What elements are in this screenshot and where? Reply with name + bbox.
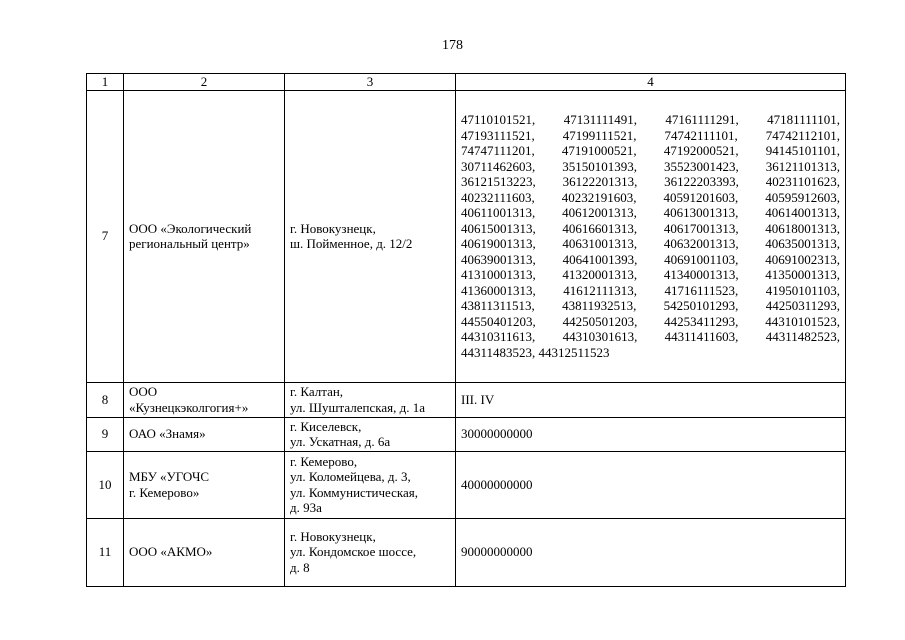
organization-name — [124, 417, 285, 451]
organization-address-line: ул. Коммунистическая, — [290, 484, 418, 500]
header-col-2: 2 — [124, 74, 285, 91]
organization-name-line: МБУ «УГОЧС — [129, 469, 210, 484]
row-number: 8 — [87, 382, 124, 417]
waste-codes-line: 36121513223, 36122201313, 36122203393, 40231101623, — [461, 174, 840, 189]
organization-address — [285, 417, 456, 451]
table-header-row — [87, 74, 846, 91]
waste-codes-line: 40611001313, 40612001313, 40613001313, 40614001313, — [461, 205, 840, 220]
organization-address-line: ул. Кондомское шоссе, — [290, 544, 417, 560]
row-number: 7 — [87, 90, 124, 382]
waste-codes — [456, 382, 846, 417]
organization-address — [285, 451, 456, 518]
organization-name-line: ОАО «Знамя» — [129, 426, 206, 442]
header-col-1: 1 — [87, 74, 124, 91]
waste-codes-line: 47110101521, 47131111491, 47161111291, 47181111101, — [461, 112, 840, 127]
organization-name — [124, 382, 285, 417]
organization-name-line: ООО «АКМО» — [129, 544, 213, 560]
waste-codes-line: III. IV — [461, 391, 495, 407]
organization-address-line: г. Калтан, — [290, 384, 344, 399]
table-row — [87, 417, 846, 451]
waste-codes-line: 41360001313, 41612111313, 41716111523, 41950101103, — [461, 282, 840, 298]
organization-address-line: ш. Пойменное, д. 12/2 — [290, 236, 413, 251]
waste-codes-line: 74747111201, 47191000521, 47192000521, 94145101101, — [461, 143, 840, 158]
organization-address-line: д. 8 — [290, 559, 310, 575]
organization-name-line: региональный центр» — [129, 236, 250, 251]
waste-codes-line: 90000000000 — [461, 544, 533, 560]
organization-address-line: г. Новокузнецк, — [290, 220, 376, 236]
page-number: 178 — [442, 38, 463, 53]
waste-codes-line: 44550401203, 44250501203, 44253411293, 44310101523, — [461, 313, 840, 329]
waste-codes-line: 44311483523, 44312511523 — [461, 344, 610, 360]
waste-codes-line: 41310001313, 41320001313, 41340001313, 41350001313, — [461, 267, 840, 282]
waste-codes-line: 44310311613, 44310301613, 44311411603, 44311482523, — [461, 329, 840, 344]
header-col-4: 4 — [456, 74, 846, 91]
organization-name — [124, 90, 285, 382]
table-row — [87, 382, 846, 417]
waste-codes-line: 43811311513, 43811932513, 54250101293, 44250311293, — [461, 298, 840, 313]
organization-address-line: г. Кемерово, — [290, 453, 358, 469]
organization-address-line: г. Киселевск, — [290, 418, 362, 434]
organization-name-line: ООО «Экологический — [129, 220, 252, 236]
row-number: 9 — [87, 417, 124, 451]
waste-codes-line: 40615001313, 40616601313, 40617001313, 40618001313, — [461, 220, 840, 236]
organization-address — [285, 90, 456, 382]
waste-codes-line: 40619001313, 40631001313, 40632001313, 40635001313, — [461, 236, 840, 251]
row-number: 11 — [87, 518, 124, 586]
header-col-3: 3 — [285, 74, 456, 91]
organization-name-line: «Кузнецкэколгогия+» — [129, 399, 249, 415]
organization-address-line: ул. Коломейцева, д. 3, — [290, 469, 411, 484]
organization-name — [124, 518, 285, 586]
organization-address — [285, 382, 456, 417]
waste-codes-line: 30711462603, 35150101393, 35523001423, 36121101313, — [461, 158, 840, 174]
table-row — [87, 90, 846, 382]
table-row — [87, 518, 846, 586]
waste-codes — [456, 90, 846, 382]
waste-codes-line: 40639001313, 40641001393, 40691001103, 40691002313, — [461, 251, 840, 267]
organization-address — [285, 518, 456, 586]
waste-table — [86, 73, 846, 587]
waste-codes-line: 40000000000 — [461, 476, 533, 492]
table-row — [87, 451, 846, 518]
organization-address-line: ул. Шушталепская, д. 1а — [290, 399, 426, 415]
waste-codes — [456, 518, 846, 586]
row-number: 10 — [87, 451, 124, 518]
organization-name — [124, 451, 285, 518]
organization-name-line: ООО — [129, 384, 158, 399]
organization-address-line: г. Новокузнецк, — [290, 528, 376, 544]
waste-codes-line: 30000000000 — [461, 426, 533, 442]
waste-codes-line: 40232111603, 40232191603, 40591201603, 40595912603, — [461, 189, 840, 205]
organization-address-line: д. 93а — [290, 500, 322, 515]
waste-codes-line: 47193111521, 47199111521, 74742111101, 74742112101, — [461, 127, 840, 143]
organization-address-line: ул. Ускатная, д. 6а — [290, 434, 391, 449]
waste-codes — [456, 451, 846, 518]
waste-codes — [456, 417, 846, 451]
organization-name-line: г. Кемерово» — [129, 484, 200, 500]
